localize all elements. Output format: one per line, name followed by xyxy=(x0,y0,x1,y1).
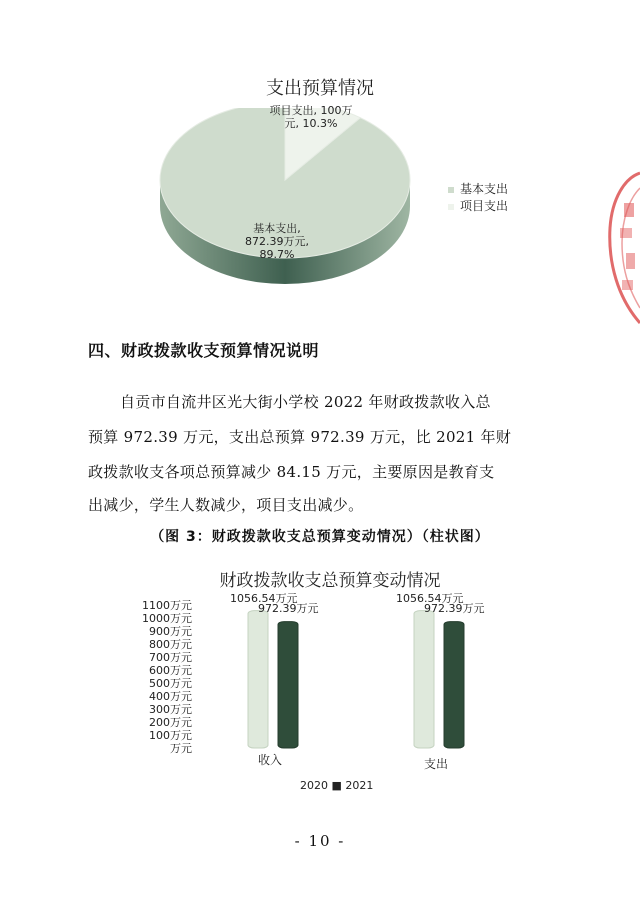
pie-legend xyxy=(448,181,508,215)
bar-支出-2021 xyxy=(444,622,464,748)
bar-收入-2021 xyxy=(278,622,298,748)
bar-chart-legend: 2020 ■ 2021 xyxy=(300,779,374,792)
paragraph-line-1: 自贡市自流井区光大街小学校 2022 年财政拨款收入总 xyxy=(120,393,491,411)
y-tick-label: 100万元 xyxy=(149,729,192,742)
bar-data-label: 972.39万元 xyxy=(424,602,485,615)
pie-label-project xyxy=(246,104,376,130)
red-seal-stamp xyxy=(600,168,640,328)
bar-data-label: 972.39万元 xyxy=(258,602,319,615)
bar-chart-title: 财政拨款收支总预算变动情况 xyxy=(219,571,441,591)
legend-swatch-icon xyxy=(448,204,454,210)
bar-data-label: 1056.54万元 xyxy=(230,592,298,605)
pie-legend-label-basic: 基本支出 xyxy=(460,182,509,196)
pie-legend-label-project: 项目支出 xyxy=(460,199,509,213)
pie-chart-title: 支出预算情况 xyxy=(266,78,374,99)
y-tick-label: 800万元 xyxy=(149,638,192,651)
paragraph-line-4: 出减少，学生人数减少，项目支出减少。 xyxy=(88,496,364,514)
y-tick-label: 1000万元 xyxy=(142,612,192,625)
pie-legend-item-project xyxy=(448,198,508,215)
y-tick-label: 400万元 xyxy=(149,690,192,703)
paragraph-line-3: 政拨款收支各项总预算减少 84.15 万元，主要原因是教育支 xyxy=(88,463,495,481)
pie-label-project-line1: 项目支出, 100万 xyxy=(269,104,353,117)
x-category-label: 收入 xyxy=(257,753,283,767)
page-number: - 10 - xyxy=(294,832,346,850)
figure-caption: （图 3：财政拨款收支总预算变动情况）（柱状图） xyxy=(150,529,490,545)
y-tick-label: 900万元 xyxy=(149,625,192,638)
pie-chart xyxy=(150,108,430,288)
y-tick-label: 1100万元 xyxy=(142,599,192,612)
bar-chart xyxy=(120,560,520,800)
y-tick-label: 700万元 xyxy=(149,651,192,664)
pie-label-basic xyxy=(232,222,322,261)
y-tick-label: 200万元 xyxy=(149,716,192,729)
y-tick-label: 300万元 xyxy=(149,703,192,716)
pie-label-basic-line2: 872.39万元, xyxy=(245,235,309,248)
section-heading: 四、财政拨款收支预算情况说明 xyxy=(88,341,320,360)
bar-支出-2020 xyxy=(414,611,434,748)
paragraph-line-2: 预算 972.39 万元，支出总预算 972.39 万元，比 2021 年财 xyxy=(88,428,512,446)
pie-label-basic-line1: 基本支出, xyxy=(253,222,301,235)
pie-legend-item-basic xyxy=(448,181,508,198)
y-tick-label: 万元 xyxy=(170,742,192,755)
pie-label-basic-line3: 89.7% xyxy=(259,248,295,261)
x-category-label: 支出 xyxy=(423,757,449,771)
pie-label-project-line2: 元, 10.3% xyxy=(284,117,338,130)
bar-收入-2020 xyxy=(248,611,268,748)
bar-data-label: 1056.54万元 xyxy=(396,592,464,605)
y-tick-label: 600万元 xyxy=(149,664,192,677)
y-tick-label: 500万元 xyxy=(149,677,192,690)
legend-swatch-icon xyxy=(448,187,454,193)
